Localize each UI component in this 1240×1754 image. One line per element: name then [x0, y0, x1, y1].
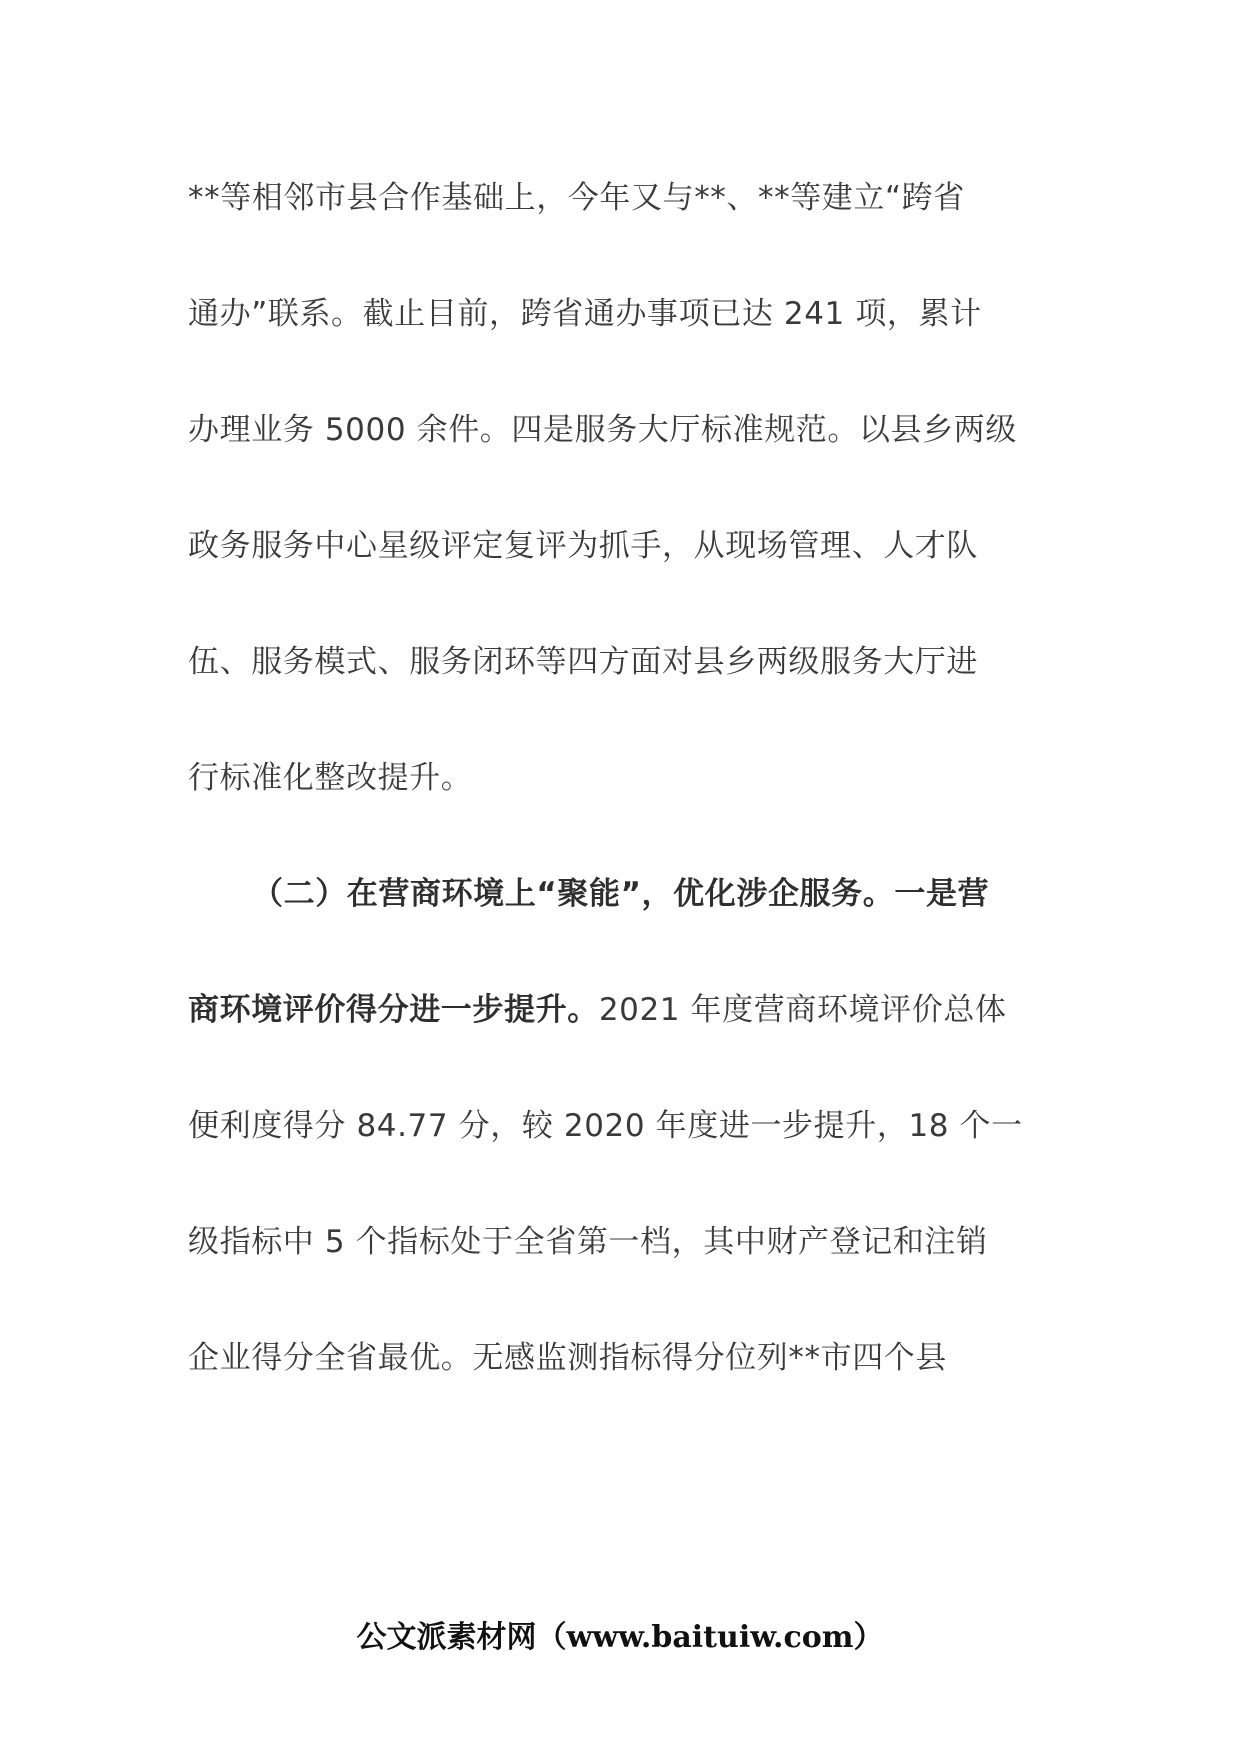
section-heading: [252, 874, 1058, 914]
body-line-1: **等相邻市县合作基础上，今年又与**、**等建立“跨省: [188, 180, 965, 216]
section-heading-text: （二）在营商环境上“聚能”，优化涉企服务。一是营: [252, 876, 990, 912]
body-line-lead: [188, 990, 1058, 1030]
body-line-4: 政务服务中心星级评定复评为抓手，从现场管理、人才队: [188, 528, 978, 564]
body-line-3: 办理业务 5000 余件。四是服务大厅标准规范。以县乡两级: [188, 412, 1017, 448]
body-line-6: 行标准化整改提升。: [188, 760, 473, 796]
lead-rest-text: 2021 年度营商环境评价总体: [598, 992, 1007, 1028]
body-line-8: 便利度得分 84.77 分，较 2020 年度进一步提升，18 个一: [188, 1108, 1023, 1144]
body-line-10: 企业得分全省最优。无感监测指标得分位列**市四个县: [188, 1340, 947, 1376]
body-line-2: 通办”联系。截止目前，跨省通办事项已达 241 项，累计: [188, 296, 982, 332]
bold-lead-text: 商环境评价得分进一步提升。: [188, 992, 599, 1028]
body-line-9: 级指标中 5 个指标处于全省第一档，其中财产登记和注销: [188, 1224, 988, 1260]
footer-watermark: 公文派素材网（www.baituiw.com）: [356, 1620, 884, 1655]
body-line-5: 伍、服务模式、服务闭环等四方面对县乡两级服务大厅进: [188, 644, 978, 680]
